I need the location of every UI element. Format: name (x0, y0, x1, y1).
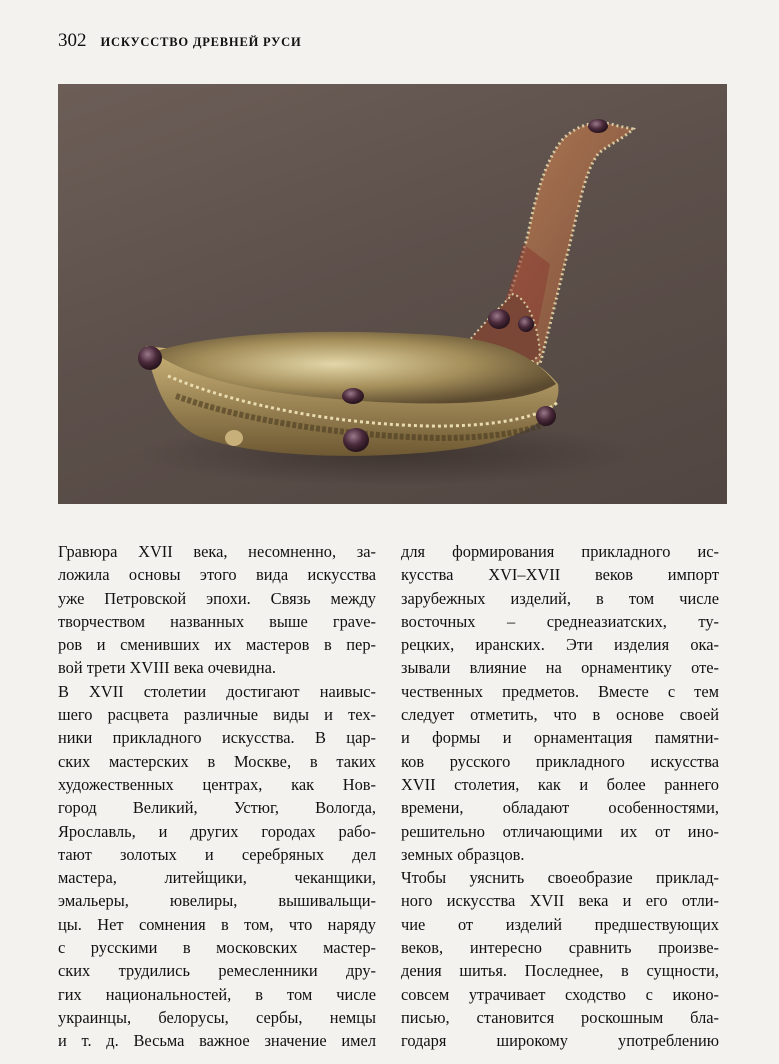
text-line: писью, становится роскошным бла- (401, 1007, 719, 1027)
text-line: ного искусства XVII века и его отли- (401, 891, 719, 911)
text-line: зывали влияние на орнаментику оте- (401, 658, 719, 678)
text-line: шего расцвета различные виды и тех- (58, 705, 376, 725)
text-line: Гравюра XVII века, несомненно, за- (58, 542, 376, 561)
text-line: эмальеры, ювелиры, вышивальщи- (58, 891, 376, 911)
paragraph (401, 540, 719, 866)
text-line: веков, интересно сравнить произве- (401, 938, 719, 958)
text-line: ских мастерских в Москве, в таких (58, 751, 376, 771)
text-line: ских трудились ремесленники дру- (58, 961, 376, 981)
text-line: земных образцов. (401, 844, 525, 864)
text-line: Ярославль, и других городах рабо- (58, 821, 376, 841)
text-line: годаря широкому употреблению (401, 1031, 719, 1051)
text-line: вой трети XVIII века очевидна. (58, 658, 276, 678)
text-line: решительно отличающими их от ино- (401, 821, 719, 841)
text-column-left (58, 540, 376, 1053)
illustration-kovsh (58, 84, 727, 504)
text-line: творчеством названных выше грave- (58, 611, 376, 631)
text-line: дения шитья. Последнее, в сущности, (401, 961, 719, 981)
paragraph (401, 866, 719, 1052)
text-line: город Великий, Устюг, Вологда, (58, 798, 376, 818)
paragraph (58, 540, 376, 680)
text-column-right (401, 540, 719, 1053)
text-line: украинцы, белорусы, сербы, немцы (58, 1007, 376, 1027)
text-line: ложила основы этого вида искусства (58, 565, 376, 585)
text-line: рецких, иранских. Эти изделия ока- (401, 635, 719, 655)
text-line: времени, обладают особенностями, (401, 798, 719, 818)
text-line: кусства XVI–XVII веков импорт (401, 565, 719, 585)
text-line: гих национальностей, в том числе (58, 984, 376, 1004)
text-line: ники прикладного искусства. В цар- (58, 728, 376, 748)
text-line: для формирования прикладного ис- (401, 542, 719, 561)
text-line: цы. Нет сомнения в том, что наряду (58, 914, 376, 934)
text-line: тают золотых и серебряных дел (58, 844, 376, 864)
text-line: с русскими в московских мастер- (58, 938, 376, 958)
page-header (58, 30, 301, 52)
kovsh-drawing (58, 84, 727, 504)
text-line: ров и сменивших их мастеров в пер- (58, 635, 376, 655)
text-line: и т. д. Весьма важное значение имел (58, 1031, 376, 1051)
text-line: восточных – среднеазиатских, ту- (401, 611, 719, 631)
text-line: следует отметить, что в основе своей (401, 705, 719, 725)
page-number: 302 (58, 30, 87, 51)
text-line: уже Петровской эпохи. Связь между (58, 588, 376, 608)
text-line: зарубежных изделий, в том числе (401, 588, 719, 608)
paragraph (58, 680, 376, 1053)
text-line: В XVII столетии достигают наивыс- (58, 681, 376, 701)
text-line: чественных предметов. Вместе с тем (401, 681, 719, 701)
text-line: совсем утрачивает сходство с иконо- (401, 984, 719, 1004)
text-line: Чтобы уяснить своеобразие приклад- (401, 868, 719, 888)
text-line: ков русского прикладного искусства (401, 751, 719, 771)
text-line: чие от изделий предшествующих (401, 914, 719, 934)
text-line: XVII столетия, как и более раннего (401, 774, 719, 794)
text-line: и формы и орнаментация памятни- (401, 728, 719, 748)
running-title: ИСКУССТВО ДРЕВНЕЙ РУСИ (100, 35, 302, 49)
text-line: художественных центрах, как Нов- (58, 774, 376, 794)
text-line: мастера, литейщики, чеканщики, (58, 868, 376, 888)
